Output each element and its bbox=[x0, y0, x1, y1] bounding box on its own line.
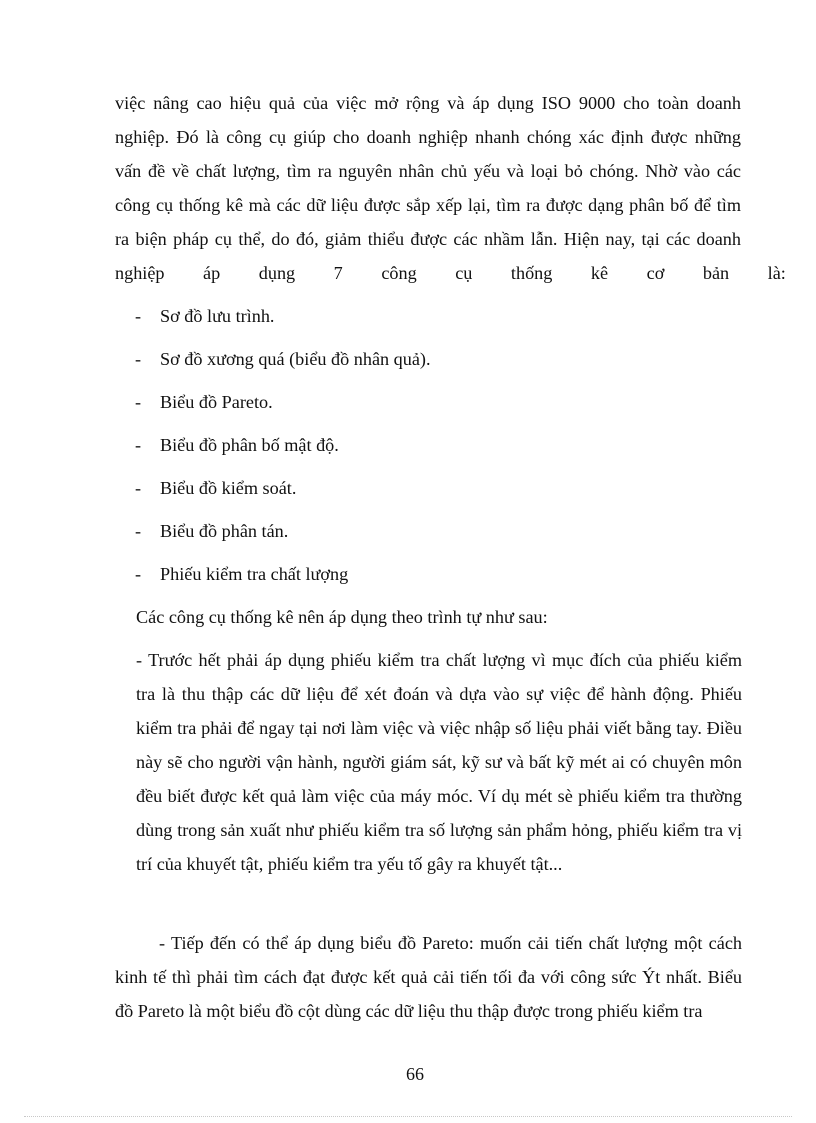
paragraph-3-second-line: kinh tế thì phải tìm cách đạt được kết quả cải tiến tối đa với công sức Ýt nhất. Biểu bbox=[115, 967, 742, 987]
bullet-dash: - bbox=[135, 478, 142, 498]
paragraph-2-first-line: - Trước hết phải áp dụng phiếu kiểm tra chất lượng vì mục đích của phiếu kiểm bbox=[136, 650, 742, 670]
tool-label: Biểu đồ phân bố mật độ. bbox=[160, 435, 339, 455]
sequence-intro: Các công cụ thống kê nên áp dụng theo trình tự như sau: bbox=[136, 607, 548, 627]
paragraph-1-line-6: nghiệp áp dụng 7 công cụ thống kê cơ bản là: bbox=[115, 263, 786, 283]
tool-list-item bbox=[135, 385, 273, 419]
tool-list-item bbox=[135, 514, 288, 548]
page-number: 66 bbox=[406, 1064, 424, 1084]
paragraph-1-line-1: việc nâng cao hiệu quả của việc mở rộng và áp dụng ISO 9000 cho toàn doanh bbox=[115, 93, 741, 113]
paragraph-3-first-line: - Tiếp đến có thể áp dụng biểu đồ Pareto: muốn cải tiến chất lượng một cách bbox=[159, 933, 742, 953]
footer-divider bbox=[24, 1116, 792, 1117]
bullet-dash: - bbox=[135, 435, 142, 455]
tool-label: Biểu đồ phân tán. bbox=[160, 521, 289, 541]
paragraph-1-line-3: vấn đề về chất lượng, tìm ra nguyên nhân chủ yếu và loại bỏ chóng. Nhờ vào các bbox=[115, 161, 741, 181]
tool-list-item bbox=[135, 557, 348, 591]
tool-label: Sơ đồ lưu trình. bbox=[160, 306, 275, 326]
paragraph-2-body: tra là thu thập các dữ liệu để xét đoán và dựa vào sự việc để hành động. Phiếu kiểm tra phải để ngay tại nơi làm việc và việc nhập số liệu phải viết bằng tay. Điều này sẽ cho người vận hành, người giám sát, kỹ sư và bất kỹ mét ai có chuyên môn đều biết được kết quả làm việc của máy móc. Ví dụ mét sè phiếu kiểm tra thường dùng trong sản xuất như phiếu kiểm tra số lượng sản phẩm hỏng, phiếu kiểm tra vị trí của khuyết tật, phiếu kiểm tra yếu tố gây ra khuyết tật... bbox=[136, 684, 742, 874]
tool-list-item bbox=[135, 428, 339, 462]
bullet-dash: - bbox=[135, 564, 142, 584]
tool-label: Phiếu kiểm tra chất lượng bbox=[160, 564, 349, 584]
paragraph-3-third-line: đồ Pareto là một biểu đồ cột dùng các dữ liệu thu thập được trong phiếu kiểm tra bbox=[115, 1001, 703, 1021]
paragraph-1-line-5: ra biện pháp cụ thể, do đó, giảm thiểu được các nhầm lẫn. Hiện nay, tại các doanh bbox=[115, 229, 741, 249]
tool-list-item bbox=[135, 342, 431, 376]
bullet-dash: - bbox=[135, 349, 142, 369]
paragraph-1-line-2: nghiệp. Đó là công cụ giúp cho doanh nghiệp nhanh chóng xác định được những bbox=[115, 127, 741, 147]
tool-list-item bbox=[135, 299, 274, 333]
tool-label: Biểu đồ kiểm soát. bbox=[160, 478, 297, 498]
bullet-dash: - bbox=[135, 306, 142, 326]
tool-list-item bbox=[135, 471, 296, 505]
tool-label: Biểu đồ Pareto. bbox=[160, 392, 273, 412]
bullet-dash: - bbox=[135, 392, 142, 412]
paragraph-1-line-4: công cụ thống kê mà các dữ liệu được sắp xếp lại, tìm ra được dạng phân bố để tìm bbox=[115, 195, 741, 215]
bullet-dash: - bbox=[135, 521, 142, 541]
tool-label: Sơ đồ xương quá (biểu đồ nhân quả). bbox=[160, 349, 431, 369]
